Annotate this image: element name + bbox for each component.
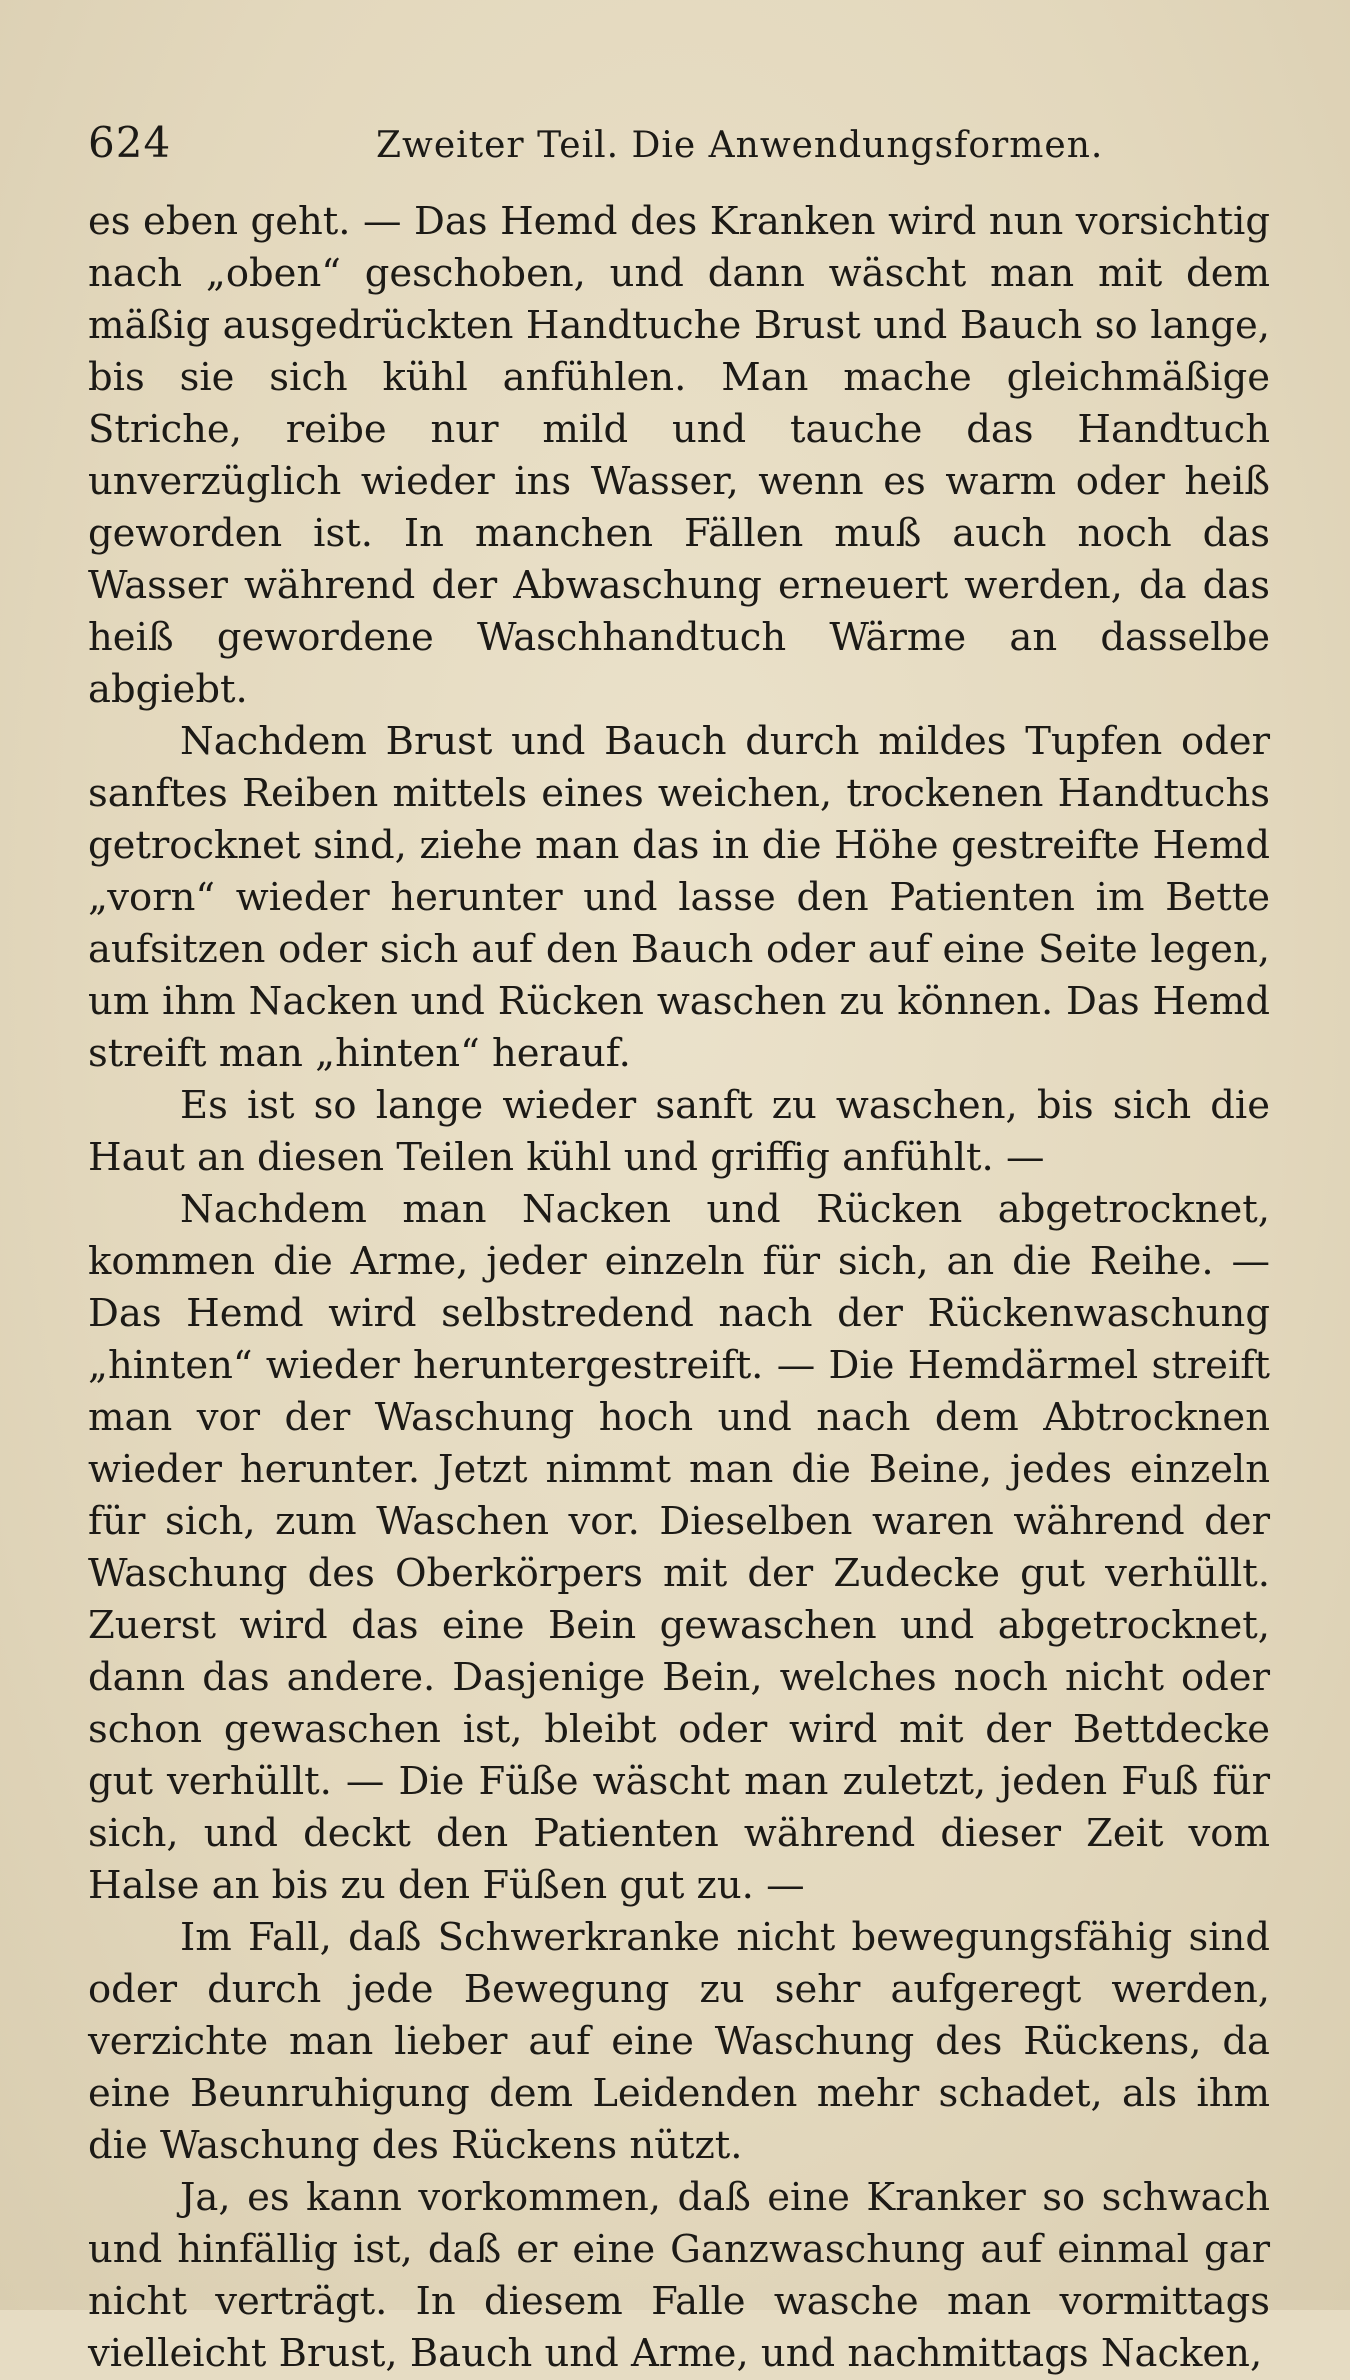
paragraph: Nachdem Brust und Bauch durch mildes Tupfen oder sanftes Reiben mittels eines weichen, trockenen Handtuchs getrocknet sind, ziehe man das in die Höhe gestreifte Hemd „vorn“ wieder herunter und lasse den Patienten im Bette aufsitzen oder sich auf den Bauch oder auf eine Seite legen, um ihm Nacken und Rücken waschen zu können. Das Hemd streift man „hinten“ herauf.	[88, 719, 1270, 1076]
body-text	[88, 196, 1270, 2380]
paragraph: Im Fall, daß Schwerkranke nicht bewegungsfähig sind oder durch jede Bewegung zu sehr aufgeregt werden, verzichte man lieber auf eine Waschung des Rückens, da eine Beunruhigung dem Leidenden mehr schadet, als ihm die Waschung des Rückens nützt.	[88, 1915, 1270, 2168]
paragraph: Ja, es kann vorkommen, daß eine Kranker so schwach und hinfällig ist, daß er eine Ganzwaschung auf einmal gar nicht verträgt. In diesem Falle wasche man vormittags vielleicht Brust, Bauch und Arme, und nachmittags Nacken,	[88, 2175, 1270, 2376]
page-number: 624	[88, 118, 172, 167]
paragraph: Es ist so lange wieder sanft zu waschen, bis sich die Haut an diesen Teilen kühl und griffig anfühlt. —	[88, 1083, 1270, 1180]
paragraph-continuation: es eben geht. — Das Hemd des Kranken wird nun vorsichtig nach „oben“ geschoben, und dann wäscht man mit dem mäßig ausgedrückten Handtuche Brust und Bauch so lange, bis sie sich kühl anfühlen. Man mache gleichmäßige Striche, reibe nur mild und tauche das Handtuch unverzüglich wieder ins Wasser, wenn es warm oder heiß geworden ist. In manchen Fällen muß auch noch das Wasser während der Abwaschung erneuert werden, da das heiß gewordene Waschhandtuch Wärme an dasselbe abgiebt.	[88, 199, 1270, 712]
running-head	[88, 118, 1270, 196]
running-title: Zweiter Teil. Die Anwendungsformen.	[376, 125, 1104, 166]
paragraph: Nachdem man Nacken und Rücken abgetrocknet, kommen die Arme, jeder einzeln für sich, an die Reihe. — Das Hemd wird selbstredend nach der Rückenwaschung „hinten“ wieder heruntergestreift. — Die Hemdärmel streift man vor der Waschung hoch und nach dem Abtrocknen wieder herunter. Jetzt nimmt man die Beine, jedes einzeln für sich, zum Waschen vor. Dieselben waren während der Waschung des Oberkörpers mit der Zudecke gut verhüllt. Zuerst wird das eine Bein gewaschen und abgetrocknet, dann das andere. Dasjenige Bein, welches noch nicht oder schon gewaschen ist, bleibt oder wird mit der Bettdecke gut verhüllt. — Die Füße wäscht man zuletzt, jeden Fuß für sich, und deckt den Patienten während dieser Zeit vom Halse an bis zu den Füßen gut zu. —	[88, 1187, 1270, 1908]
